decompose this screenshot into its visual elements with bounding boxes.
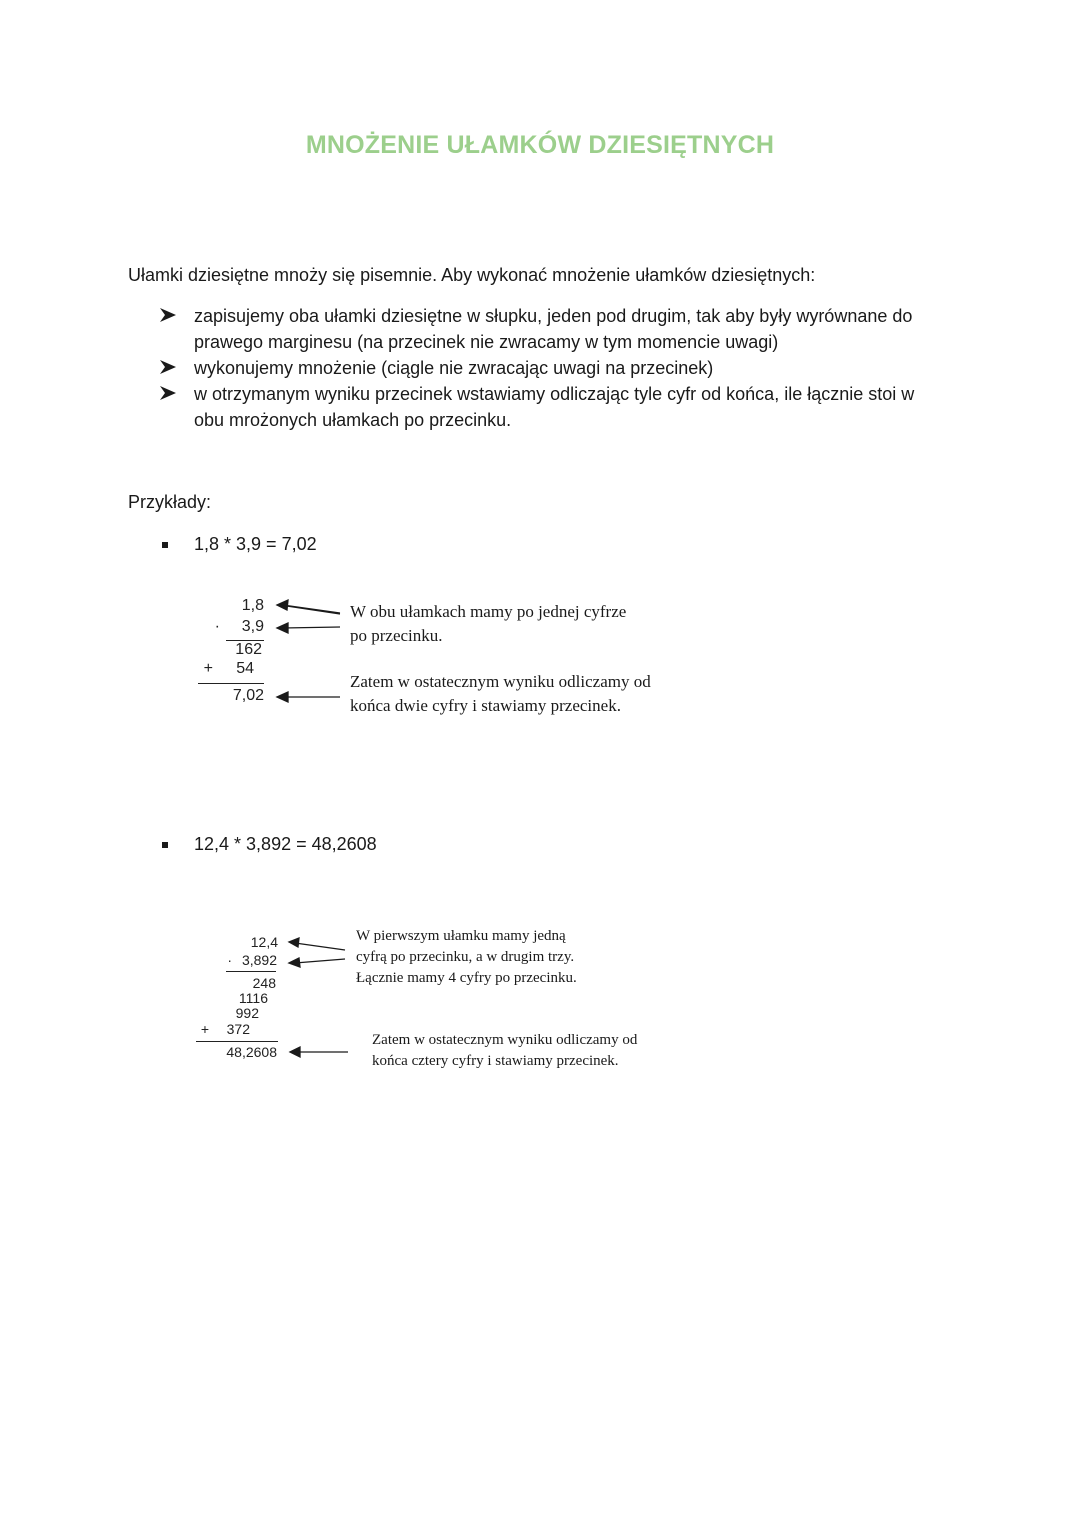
times-sign: ·: [227, 952, 232, 968]
factor-1: 12,4: [250, 934, 278, 950]
factor-1: 1,8: [241, 597, 264, 614]
step-text-line: obu mrożonych ułamkach po przecinku.: [194, 410, 512, 430]
partial-product-3: 992: [235, 1005, 259, 1021]
times-sign: ·: [214, 618, 220, 635]
note-line: Zatem w ostatecznym wyniku odliczamy od: [350, 672, 651, 691]
left-arrow-icon: [289, 938, 345, 950]
example-2-equation: 12,4 * 3,892 = 48,2608: [194, 834, 377, 854]
examples-label: Przykłady:: [128, 492, 212, 512]
step-text-line: wykonujemy mnożenie (ciągle nie zwracając uwagi na przecinek): [194, 358, 714, 378]
partial-product-1: 248: [252, 975, 276, 991]
note-line: cyfrą po przecinku, a w drugim trzy.: [356, 949, 575, 965]
partial-product-2: 54: [236, 660, 254, 677]
factor-2: 3,892: [241, 952, 277, 968]
step-text-line: prawego marginesu (na przecinek nie zwracamy w tym momencie uwagi): [194, 332, 779, 352]
note-line: Zatem w ostatecznym wyniku odliczamy od: [372, 1032, 638, 1048]
left-arrow-icon: [289, 958, 345, 967]
left-arrow-icon: [277, 623, 340, 633]
note-line: W pierwszym ułamku mamy jedną: [356, 928, 566, 944]
step-text-line: zapisujemy oba ułamki dziesiętne w słupku, jeden pod drugim, tak aby były wyrównane do: [194, 306, 913, 326]
step-text-line: w otrzymanym wyniku przecinek wstawiamy odliczając tyle cyfr od końca, ile łącznie stoi w: [194, 384, 915, 404]
partial-product-4: 372: [226, 1021, 250, 1037]
factor-2: 3,9: [241, 618, 264, 635]
note-line: po przecinku.: [350, 626, 443, 645]
left-arrow-icon: [277, 600, 340, 613]
intro-text: Ułamki dziesiętne mnoży się pisemnie. Aby wykonać mnożenie ułamków dziesiętnych:: [128, 265, 816, 285]
left-arrow-icon: [290, 1047, 348, 1057]
note-line: końca cztery cyfry i stawiamy przecinek.: [372, 1053, 619, 1069]
plus-sign: +: [200, 1021, 209, 1037]
result: 7,02: [232, 687, 264, 704]
page-title: MNOŻENIE UŁAMKÓW DZIESIĘTNYCH: [305, 131, 775, 159]
left-arrow-icon: [277, 692, 340, 702]
partial-product-1: 162: [235, 641, 262, 658]
plus-sign: +: [203, 660, 213, 677]
note-line: Łącznie mamy 4 cyfry po przecinku.: [356, 970, 577, 986]
example-1-equation: 1,8 * 3,9 = 7,02: [194, 534, 317, 554]
result: 48,2608: [226, 1044, 277, 1060]
note-line: końca dwie cyfry i stawiamy przecinek.: [350, 696, 621, 715]
partial-product-2: 1116: [238, 990, 268, 1006]
note-line: W obu ułamkach mamy po jednej cyfrze: [350, 602, 627, 621]
